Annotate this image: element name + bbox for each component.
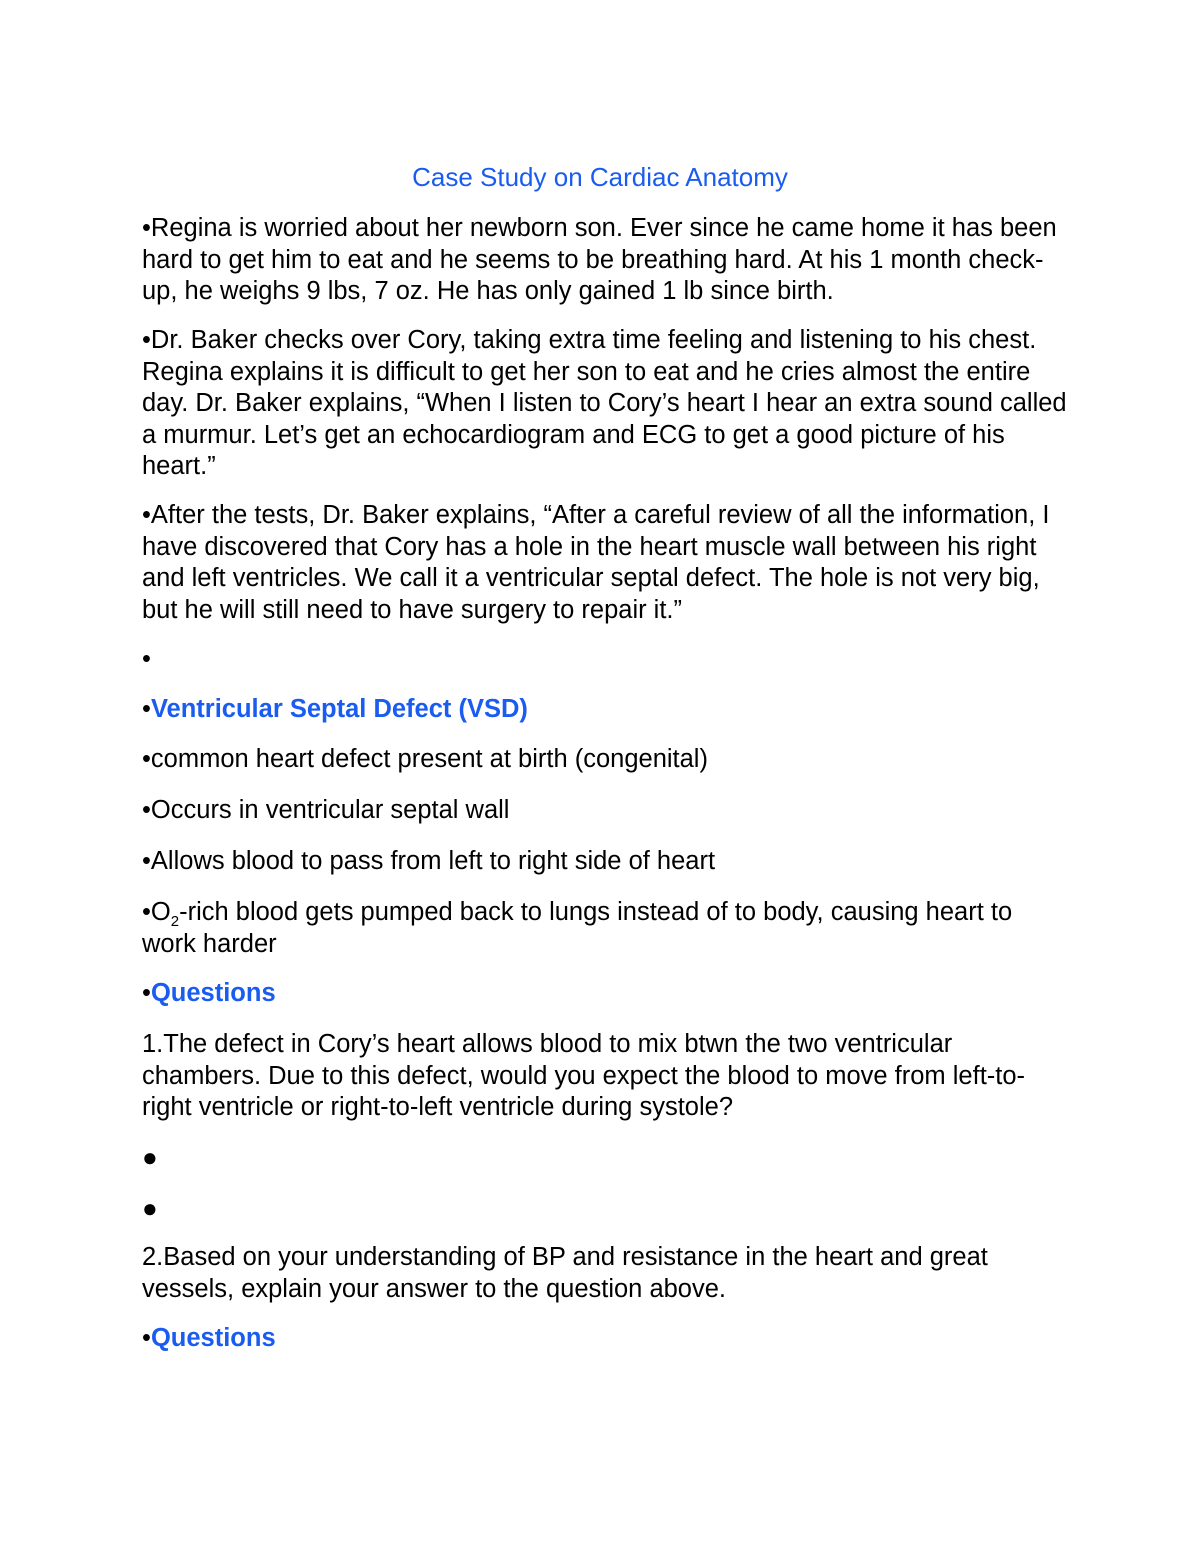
questions-heading-1-text: Questions <box>150 979 276 1007</box>
questions-heading-2-text: Questions <box>150 1324 276 1352</box>
vsd-point-blood-flow: •Allows blood to pass from left to right side of heart <box>142 847 716 875</box>
vsd-point-location: •Occurs in ventricular septal wall <box>142 796 510 824</box>
vsd-point-congenital: •common heart defect present at birth (congenital) <box>142 745 708 773</box>
questions-heading-2 <box>142 1323 1072 1355</box>
vsd-heading <box>142 694 1072 726</box>
answer-bullet-2: ● <box>142 1193 158 1223</box>
questions-heading-1-bullet: • <box>142 979 151 1007</box>
document-title: Case Study on Cardiac Anatomy <box>412 162 788 192</box>
paragraph-dr-baker-exam: •Dr. Baker checks over Cory, taking extra time feeling and listening to his chest. Regina explains it is difficult to get her son to eat and he cries almost the entire day. Dr. Baker explains, “When I listen to Cory’s heart I hear an extra sound called a murmur. Let’s get an echocardiogram and ECG to get a good picture of his heart.” <box>142 326 1067 480</box>
question-2: 2.Based on your understanding of BP and resistance in the heart and great vessels, explain your answer to the question above. <box>142 1243 988 1303</box>
answer-bullet-1: ● <box>142 1142 158 1172</box>
o2-prefix: •O <box>142 898 171 926</box>
paragraph-after-tests: •After the tests, Dr. Baker explains, “After a careful review of all the information, I have discovered that Cory has a hole in the heart muscle wall between his right and left ventricles. We call it a ventricular septal defect. The hole is not very big, but he will still need to have surgery to repair it.” <box>142 501 1050 624</box>
questions-heading-2-bullet: • <box>142 1324 151 1352</box>
o2-subscript: 2 <box>170 913 180 931</box>
paragraph-regina: •Regina is worried about her newborn son. Ever since he came home it has been hard to get him to eat and he seems to be breathing hard. At his 1 month check-up, he weighs 9 lbs, 7 oz. He has only gained 1 lb since birth. <box>142 214 1057 305</box>
vsd-heading-text: Ventricular Septal Defect (VSD) <box>150 695 528 723</box>
o2-rest: -rich blood gets pumped back to lungs instead of to body, causing heart to work harder <box>142 898 1013 958</box>
vsd-point-o2-rich <box>142 897 1072 960</box>
question-1: 1.The defect in Cory’s heart allows blood to mix btwn the two ventricular chambers. Due to this defect, would you expect the blood to move from left-to-right ventricle or right-to-left ventricle during systole? <box>142 1030 1026 1121</box>
questions-heading-1 <box>142 978 1072 1010</box>
vsd-heading-bullet: • <box>142 695 151 723</box>
empty-bullet: • <box>142 645 151 673</box>
